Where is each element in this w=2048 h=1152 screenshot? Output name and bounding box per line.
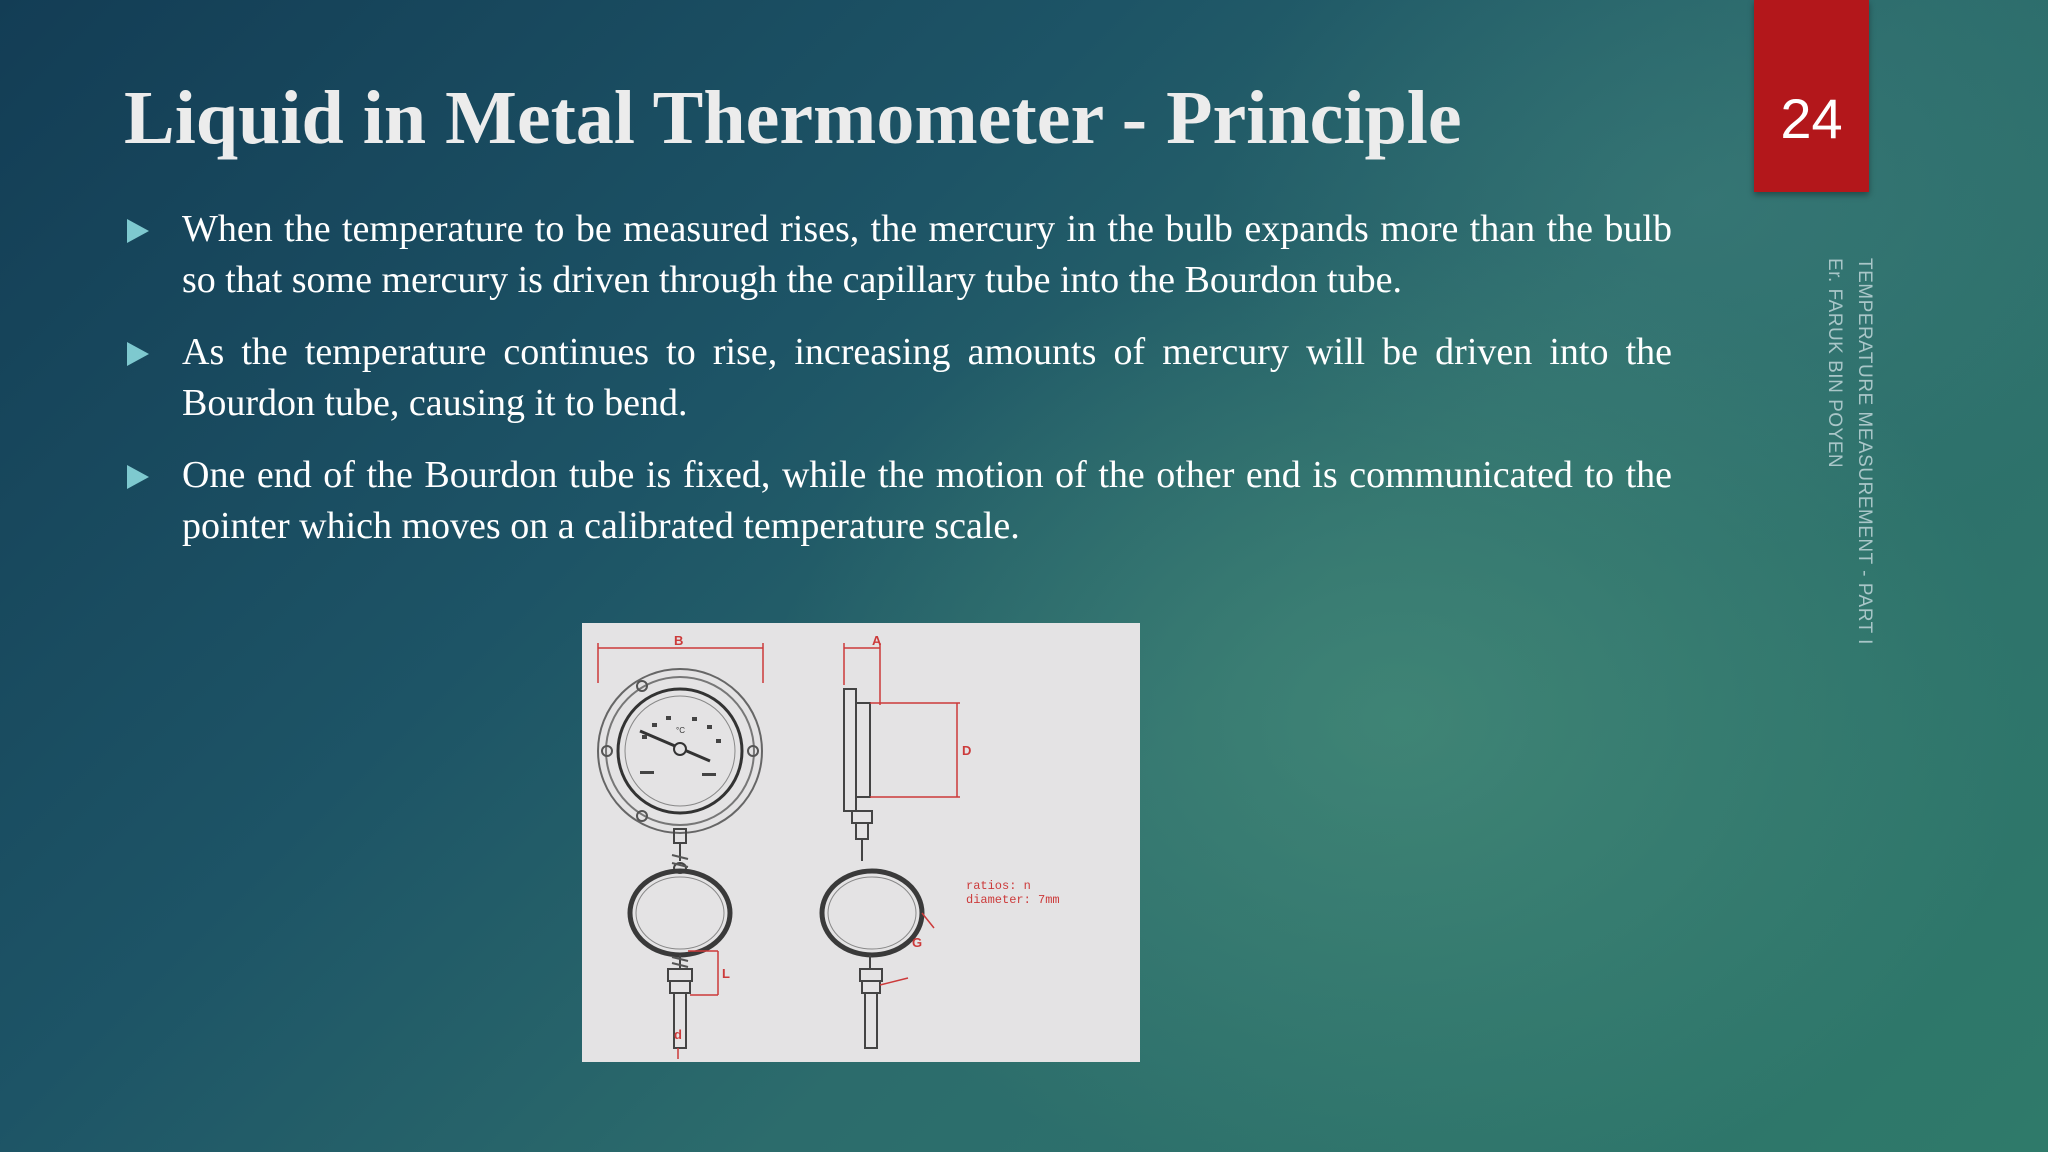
footer-course-title: TEMPERATURE MEASUREMENT - PART I <box>1854 258 1875 645</box>
dial-unit-label: °C <box>676 726 685 735</box>
footer-vertical-text <box>1819 258 1879 645</box>
triangle-bullet-icon <box>127 465 149 489</box>
dimension-label-b: B <box>674 633 684 648</box>
page-number: 24 <box>1780 87 1843 150</box>
dimension-label-l: L <box>722 966 730 981</box>
bullet-list <box>124 204 1672 573</box>
dimension-label-d-lower: d <box>674 1027 682 1042</box>
triangle-bullet-icon <box>127 219 149 243</box>
bullet-text: When the temperature to be measured rises, the mercury in the bulb expands more than the bulb so that some mercury is driven through the capillary tube into the Bourdon tube. <box>182 208 1672 301</box>
slide-title: Liquid in Metal Thermometer - Principle <box>124 76 1462 160</box>
bullet-item <box>124 327 1672 429</box>
bullet-text: One end of the Bourdon tube is fixed, while the motion of the other end is communicated to the pointer which moves on a calibrated temperature scale. <box>182 454 1672 547</box>
page-number-badge <box>1754 0 1869 192</box>
dimension-label-a: A <box>872 633 882 648</box>
note-diameter: diameter: 7mm <box>966 893 1060 907</box>
dimension-label-g: G <box>912 935 923 950</box>
bullet-item <box>124 204 1672 306</box>
thermometer-drawing <box>582 623 1140 1062</box>
thermometer-diagram <box>582 623 1140 1062</box>
bullet-item <box>124 450 1672 552</box>
bullet-text: As the temperature continues to rise, increasing amounts of mercury will be driven into the Bourdon tube, causing it to bend. <box>182 331 1672 424</box>
dimension-label-d-upper: D <box>962 743 972 758</box>
note-ratios: ratios: n <box>966 879 1031 893</box>
triangle-bullet-icon <box>127 342 149 366</box>
footer-author: Er. FARUK BIN POYEN <box>1824 258 1845 469</box>
